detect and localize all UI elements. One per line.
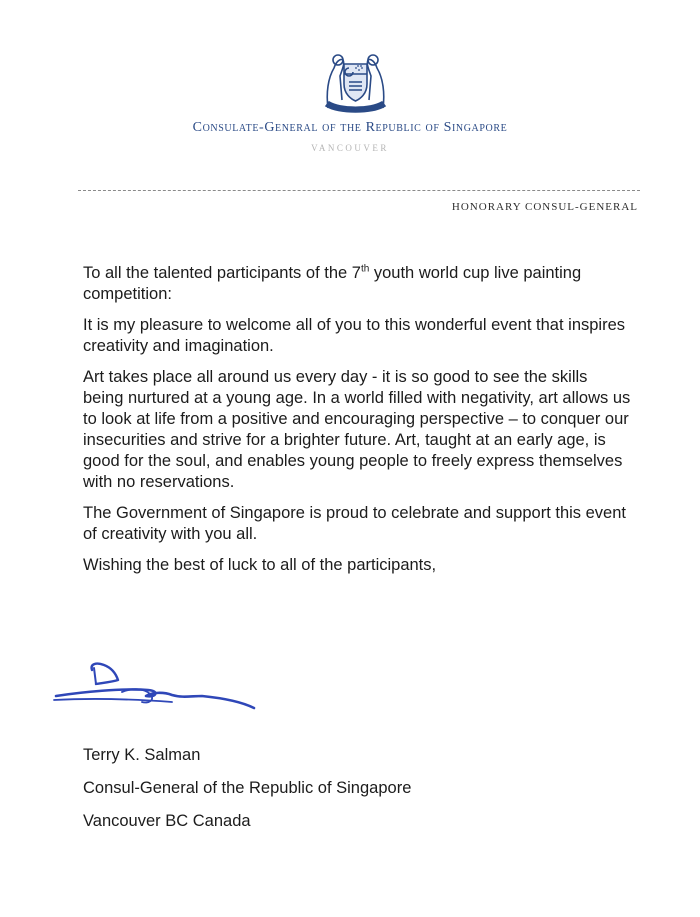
paragraph-art: Art takes place all around us every day - it is so good to see the skills being nurtured at a young age. In a world filled with negativity, art allows us to look at life from a positive and encouraging perspective – to conquer our insecurities and strive for a brighter future. Art, taught at an early age, is good for the soul, and enables young people to freely express themselves with no reservations. <box>83 368 631 491</box>
signatory-block <box>83 746 411 845</box>
ordinal-suffix: th <box>360 263 370 275</box>
signatory-title: Consul-General of the Republic of Singapore <box>83 779 412 797</box>
paragraph-government: The Government of Singapore is proud to celebrate and support this event of creativity with you all. <box>83 504 626 543</box>
consulate-city: VANCOUVER <box>311 143 389 153</box>
signatory-name: Terry K. Salman <box>83 746 201 764</box>
consulate-name: Consulate-General of the Republic of Singapore <box>192 120 508 135</box>
letterhead-divider <box>78 190 640 191</box>
paragraph-welcome: It is my pleasure to welcome all of you to this wonderful event that inspires creativity and imagination. <box>83 316 626 355</box>
signatory-location: Vancouver BC Canada <box>83 812 251 830</box>
closing-line: Wishing the best of luck to all of the participants, <box>83 556 437 574</box>
letter-body <box>83 263 631 586</box>
salutation: To all the talented participants of the 7th youth world cup live painting competition: <box>83 263 582 303</box>
handwritten-signature <box>52 658 262 716</box>
singapore-coat-of-arms-icon <box>318 48 393 116</box>
office-title: HONORARY CONSUL-GENERAL <box>451 201 638 213</box>
